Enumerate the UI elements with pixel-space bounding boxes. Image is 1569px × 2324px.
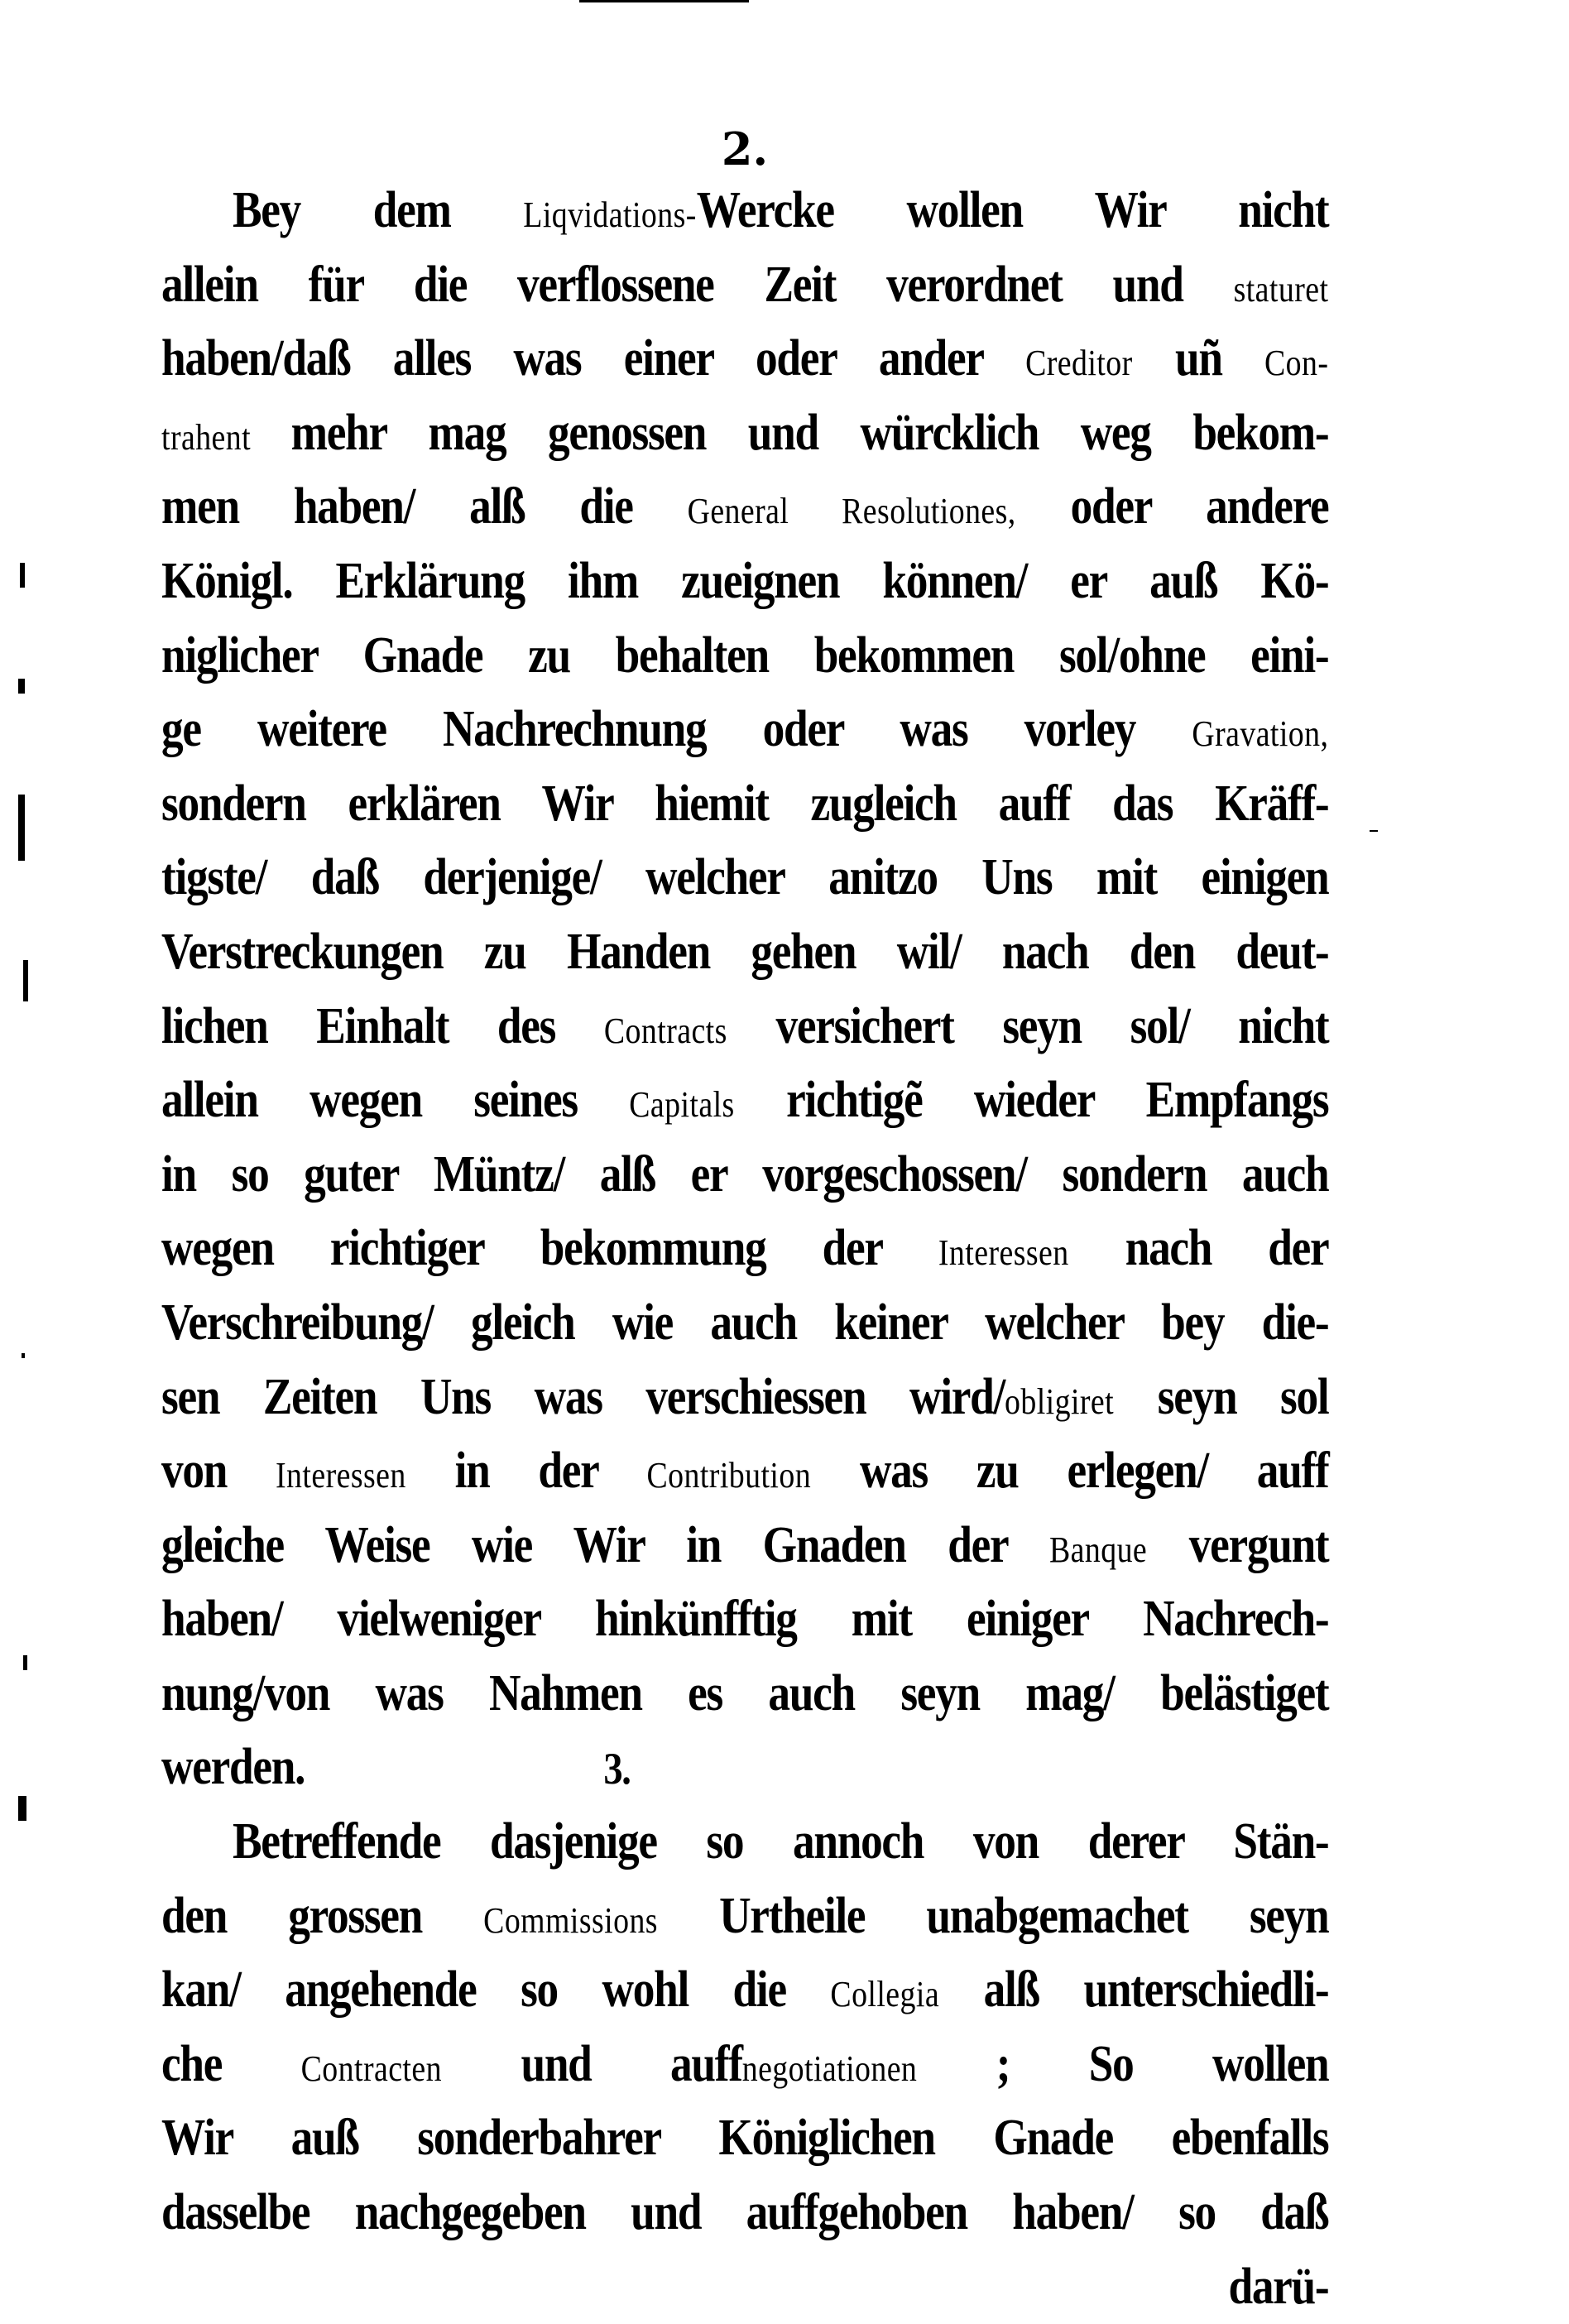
section-number-2: 2. <box>721 122 769 175</box>
latin-term: Creditor <box>1025 343 1133 384</box>
latin-term: Interessen <box>276 1455 406 1496</box>
text-line: haben/ vielweniger hinkünfftig mit einiger Nachrech- <box>161 1591 1329 1648</box>
latin-term: Contribution <box>646 1455 812 1496</box>
left-margin-scan-artifacts <box>17 0 41 1960</box>
text-run: Wercke wollen Wir nicht <box>696 182 1329 238</box>
text-line: Betreffende dasjenige so annoch von derer Stän- <box>233 1813 1329 1870</box>
latin-term: obligiret <box>1005 1380 1115 1422</box>
latin-term: Commissions <box>483 1899 658 1941</box>
text-line: tigste/ daß derjenige/ welcher anitzo Uns mit einigen <box>161 849 1329 906</box>
text-run: ; So wollen <box>917 2035 1329 2092</box>
text-line <box>161 248 1328 323</box>
text-run: che <box>161 2035 301 2092</box>
top-edge-rule <box>579 0 749 2</box>
text-run: in der <box>405 1443 647 1500</box>
text-line <box>161 322 1328 396</box>
text-run: vergunt <box>1147 1516 1329 1573</box>
text-line: Königl. Erklärung ihm zueignen können/ er auß Kö- <box>161 552 1329 609</box>
text-line <box>161 1731 1328 1805</box>
latin-term: staturet <box>1233 268 1329 310</box>
scan-speck <box>18 679 25 694</box>
text-line: Verschreibung/ gleich wie auch keiner welcher bey die- <box>161 1294 1329 1351</box>
latin-term: Capitals <box>629 1084 735 1126</box>
text-line <box>161 174 1328 248</box>
text-run: nach der <box>1068 1220 1329 1277</box>
text-line <box>161 1434 1328 1509</box>
text-run: lichen Einhalt des <box>161 997 604 1054</box>
catchword: darü- <box>1228 2258 1329 2315</box>
text-line: sondern erklären Wir hiemit zugleich auff das Kräff- <box>161 775 1329 832</box>
latin-term: negotiationen <box>741 2048 918 2089</box>
text-line <box>161 1509 1328 1583</box>
text-run: versichert seyn sol/ nicht <box>727 997 1329 1054</box>
text-run: werden. <box>161 1739 305 1796</box>
text-run: Urtheile unabgemachet seyn <box>657 1887 1329 1944</box>
text-run: richtigẽ wieder Empfangs <box>734 1072 1329 1129</box>
text-run: oder andere <box>1015 478 1329 535</box>
text-run: mehr mag genossen und würcklich weg bekom- <box>290 404 1329 461</box>
text-line <box>161 1212 1328 1286</box>
text-line <box>161 2028 1328 2102</box>
right-margin-scan-artifact <box>1370 830 1378 832</box>
latin-term: Collegia <box>830 1974 940 2015</box>
text-run: von <box>161 1443 276 1500</box>
section-3-paragraph <box>161 1805 1328 2324</box>
document-page <box>161 124 1328 2324</box>
section-2-paragraph <box>161 174 1328 1805</box>
text-line: niglicher Gnade zu behalten bekommen sol/ohne eini- <box>161 627 1329 684</box>
text-run: allein wegen seines <box>161 1072 630 1129</box>
text-line <box>161 1064 1328 1138</box>
text-run: Bey dem <box>233 182 524 238</box>
scan-speck <box>22 1353 25 1358</box>
latin-term: General Resolutiones, <box>687 491 1016 532</box>
latin-term: Con- <box>1264 343 1329 384</box>
text-run: men haben/ alß die <box>161 478 688 535</box>
text-run: alß unterschiedli- <box>939 1961 1329 2019</box>
section-number-3: 3. <box>603 1744 631 1794</box>
text-line <box>161 693 1328 767</box>
latin-term: Liqvidations- <box>523 194 697 235</box>
text-run: wegen richtiger bekommung der <box>161 1220 938 1277</box>
latin-term: Banque <box>1048 1529 1148 1570</box>
text-run: den grossen <box>161 1887 484 1944</box>
text-line: dasselbe nachgegeben und auffgehoben haben/ so daß <box>161 2184 1329 2241</box>
latin-term: trahent <box>161 416 291 458</box>
text-line <box>161 1880 1328 1954</box>
text-line <box>161 396 1328 471</box>
latin-term: Gravation, <box>1192 713 1329 755</box>
text-run: haben/daß alles was einer oder ander <box>161 330 1026 387</box>
latin-term: Contracten <box>300 2048 442 2089</box>
scan-speck <box>20 563 25 588</box>
text-line <box>161 470 1328 545</box>
scan-speck <box>23 1655 27 1670</box>
text-run: allein für die verflossene Zeit verordnet und <box>161 256 1234 313</box>
text-line: Verstreckungen zu Handen gehen wil/ nach den deut- <box>161 923 1329 980</box>
latin-term: Interessen <box>938 1232 1069 1274</box>
text-run: seyn sol <box>1114 1368 1329 1425</box>
scan-speck <box>23 960 28 1001</box>
text-run: was zu erlegen/ auff <box>811 1443 1329 1500</box>
text-line: in so guter Müntz/ alß er vorgeschossen/ sondern auch <box>161 1145 1329 1203</box>
scan-speck <box>18 1796 26 1821</box>
text-line: nung/von was Nahmen es auch seyn mag/ belästiget <box>161 1664 1329 1721</box>
text-run: gleiche Weise wie Wir in Gnaden der <box>161 1516 1049 1573</box>
text-line: Wir auß sonderbahrer Königlichen Gnade ebenfalls <box>161 2110 1329 2167</box>
text-run: sen Zeiten Uns was verschiessen wird/ <box>161 1368 1005 1425</box>
text-run: kan/ angehende so wohl die <box>161 1961 831 2019</box>
text-line <box>161 990 1328 1064</box>
text-line <box>161 1361 1328 1435</box>
latin-term: Contracts <box>603 1010 727 1051</box>
text-run: und auff <box>441 2035 742 2092</box>
text-line <box>161 1953 1328 2028</box>
text-run: uñ <box>1132 330 1264 387</box>
scan-speck <box>18 795 25 861</box>
text-run: ge weitere Nachrechnung oder was vorley <box>161 701 1192 758</box>
